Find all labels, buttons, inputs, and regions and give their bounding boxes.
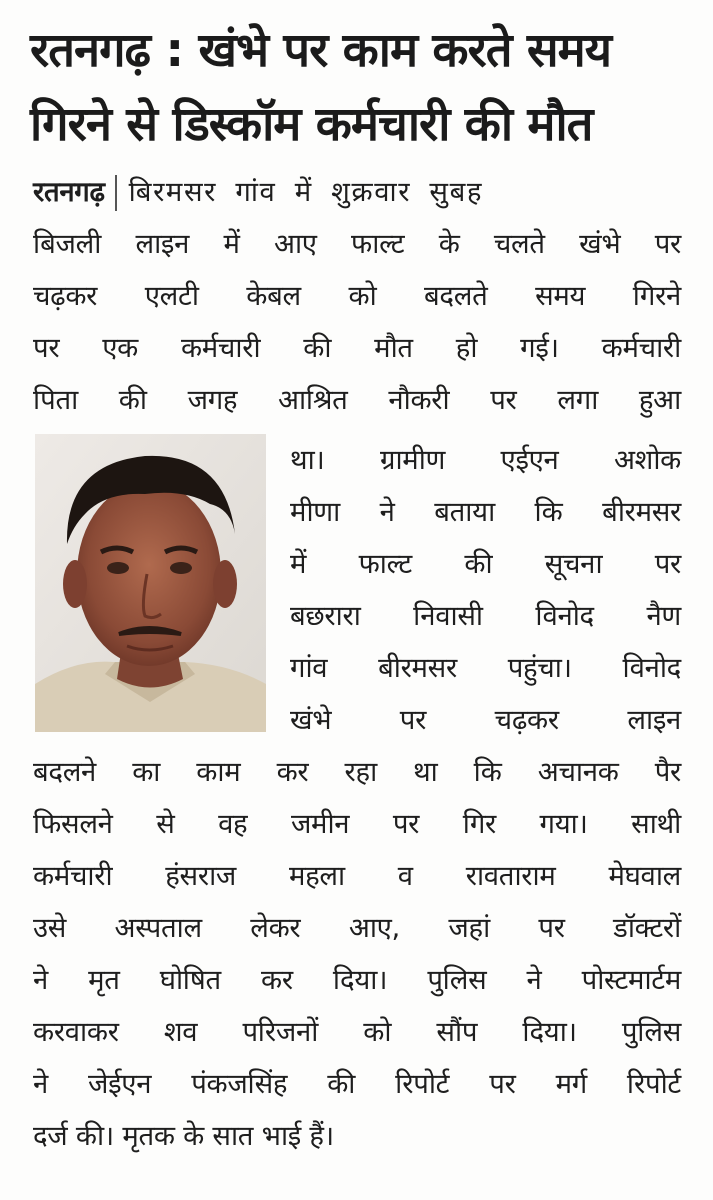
dateline-separator bbox=[115, 175, 117, 211]
article-line-8: में फाल्ट की सूचना पर bbox=[290, 548, 681, 580]
headline-line-1: रतनगढ़ : खंभे पर काम करते समय bbox=[30, 23, 612, 78]
article-line-15: उसे अस्पताल लेकर आए, जहां पर डॉक्टरों bbox=[33, 912, 681, 944]
article-line-16: ने मृत घोषित कर दिया। पुलिस ने पोस्टमार्टम bbox=[33, 964, 681, 996]
article-line-18: ने जेईएन पंकजसिंह की रिपोर्ट पर मर्ग रिपोर्ट bbox=[33, 1068, 681, 1100]
article-line-7: मीणा ने बताया कि बीरमसर bbox=[290, 496, 681, 528]
victim-photo bbox=[35, 434, 266, 732]
dateline: रतनगढ़ bbox=[33, 176, 105, 208]
article-line-10: गांव बीरमसर पहुंचा। विनोद bbox=[290, 652, 681, 684]
article-line-6: था। ग्रामीण एईएन अशोक bbox=[290, 444, 681, 476]
article-line-13: फिसलने से वह जमीन पर गिर गया। साथी bbox=[33, 808, 681, 840]
article-line-12: बदलने का काम कर रहा था कि अचानक पैर bbox=[33, 756, 681, 788]
article-line-11: खंभे पर चढ़कर लाइन bbox=[290, 704, 681, 736]
headline bbox=[30, 14, 700, 162]
article-line-1 bbox=[33, 166, 681, 218]
article-line-3: चढ़कर एलटी केबल को बदलते समय गिरने bbox=[33, 280, 681, 312]
article-line-14: कर्मचारी हंसराज महला व रावताराम मेघवाल bbox=[33, 860, 681, 892]
article-line-1-text: बिरमसर गांव में शुक्रवार सुबह bbox=[128, 176, 484, 208]
article-line-5: पिता की जगह आश्रित नौकरी पर लगा हुआ bbox=[33, 384, 681, 416]
article-line-4: पर एक कर्मचारी की मौत हो गई। कर्मचारी bbox=[33, 332, 681, 364]
headline-line-2: गिरने से डिस्कॉम कर्मचारी की मौत bbox=[30, 97, 593, 152]
article-line-17: करवाकर शव परिजनों को सौंप दिया। पुलिस bbox=[33, 1016, 681, 1048]
portrait-image bbox=[35, 434, 266, 732]
article-line-2: बिजली लाइन में आए फाल्ट के चलते खंभे पर bbox=[33, 228, 681, 260]
article-line-19: दर्ज की। मृतक के सात भाई हैं। bbox=[33, 1120, 334, 1152]
article-line-9: बछरारा निवासी विनोद नैण bbox=[290, 600, 681, 632]
